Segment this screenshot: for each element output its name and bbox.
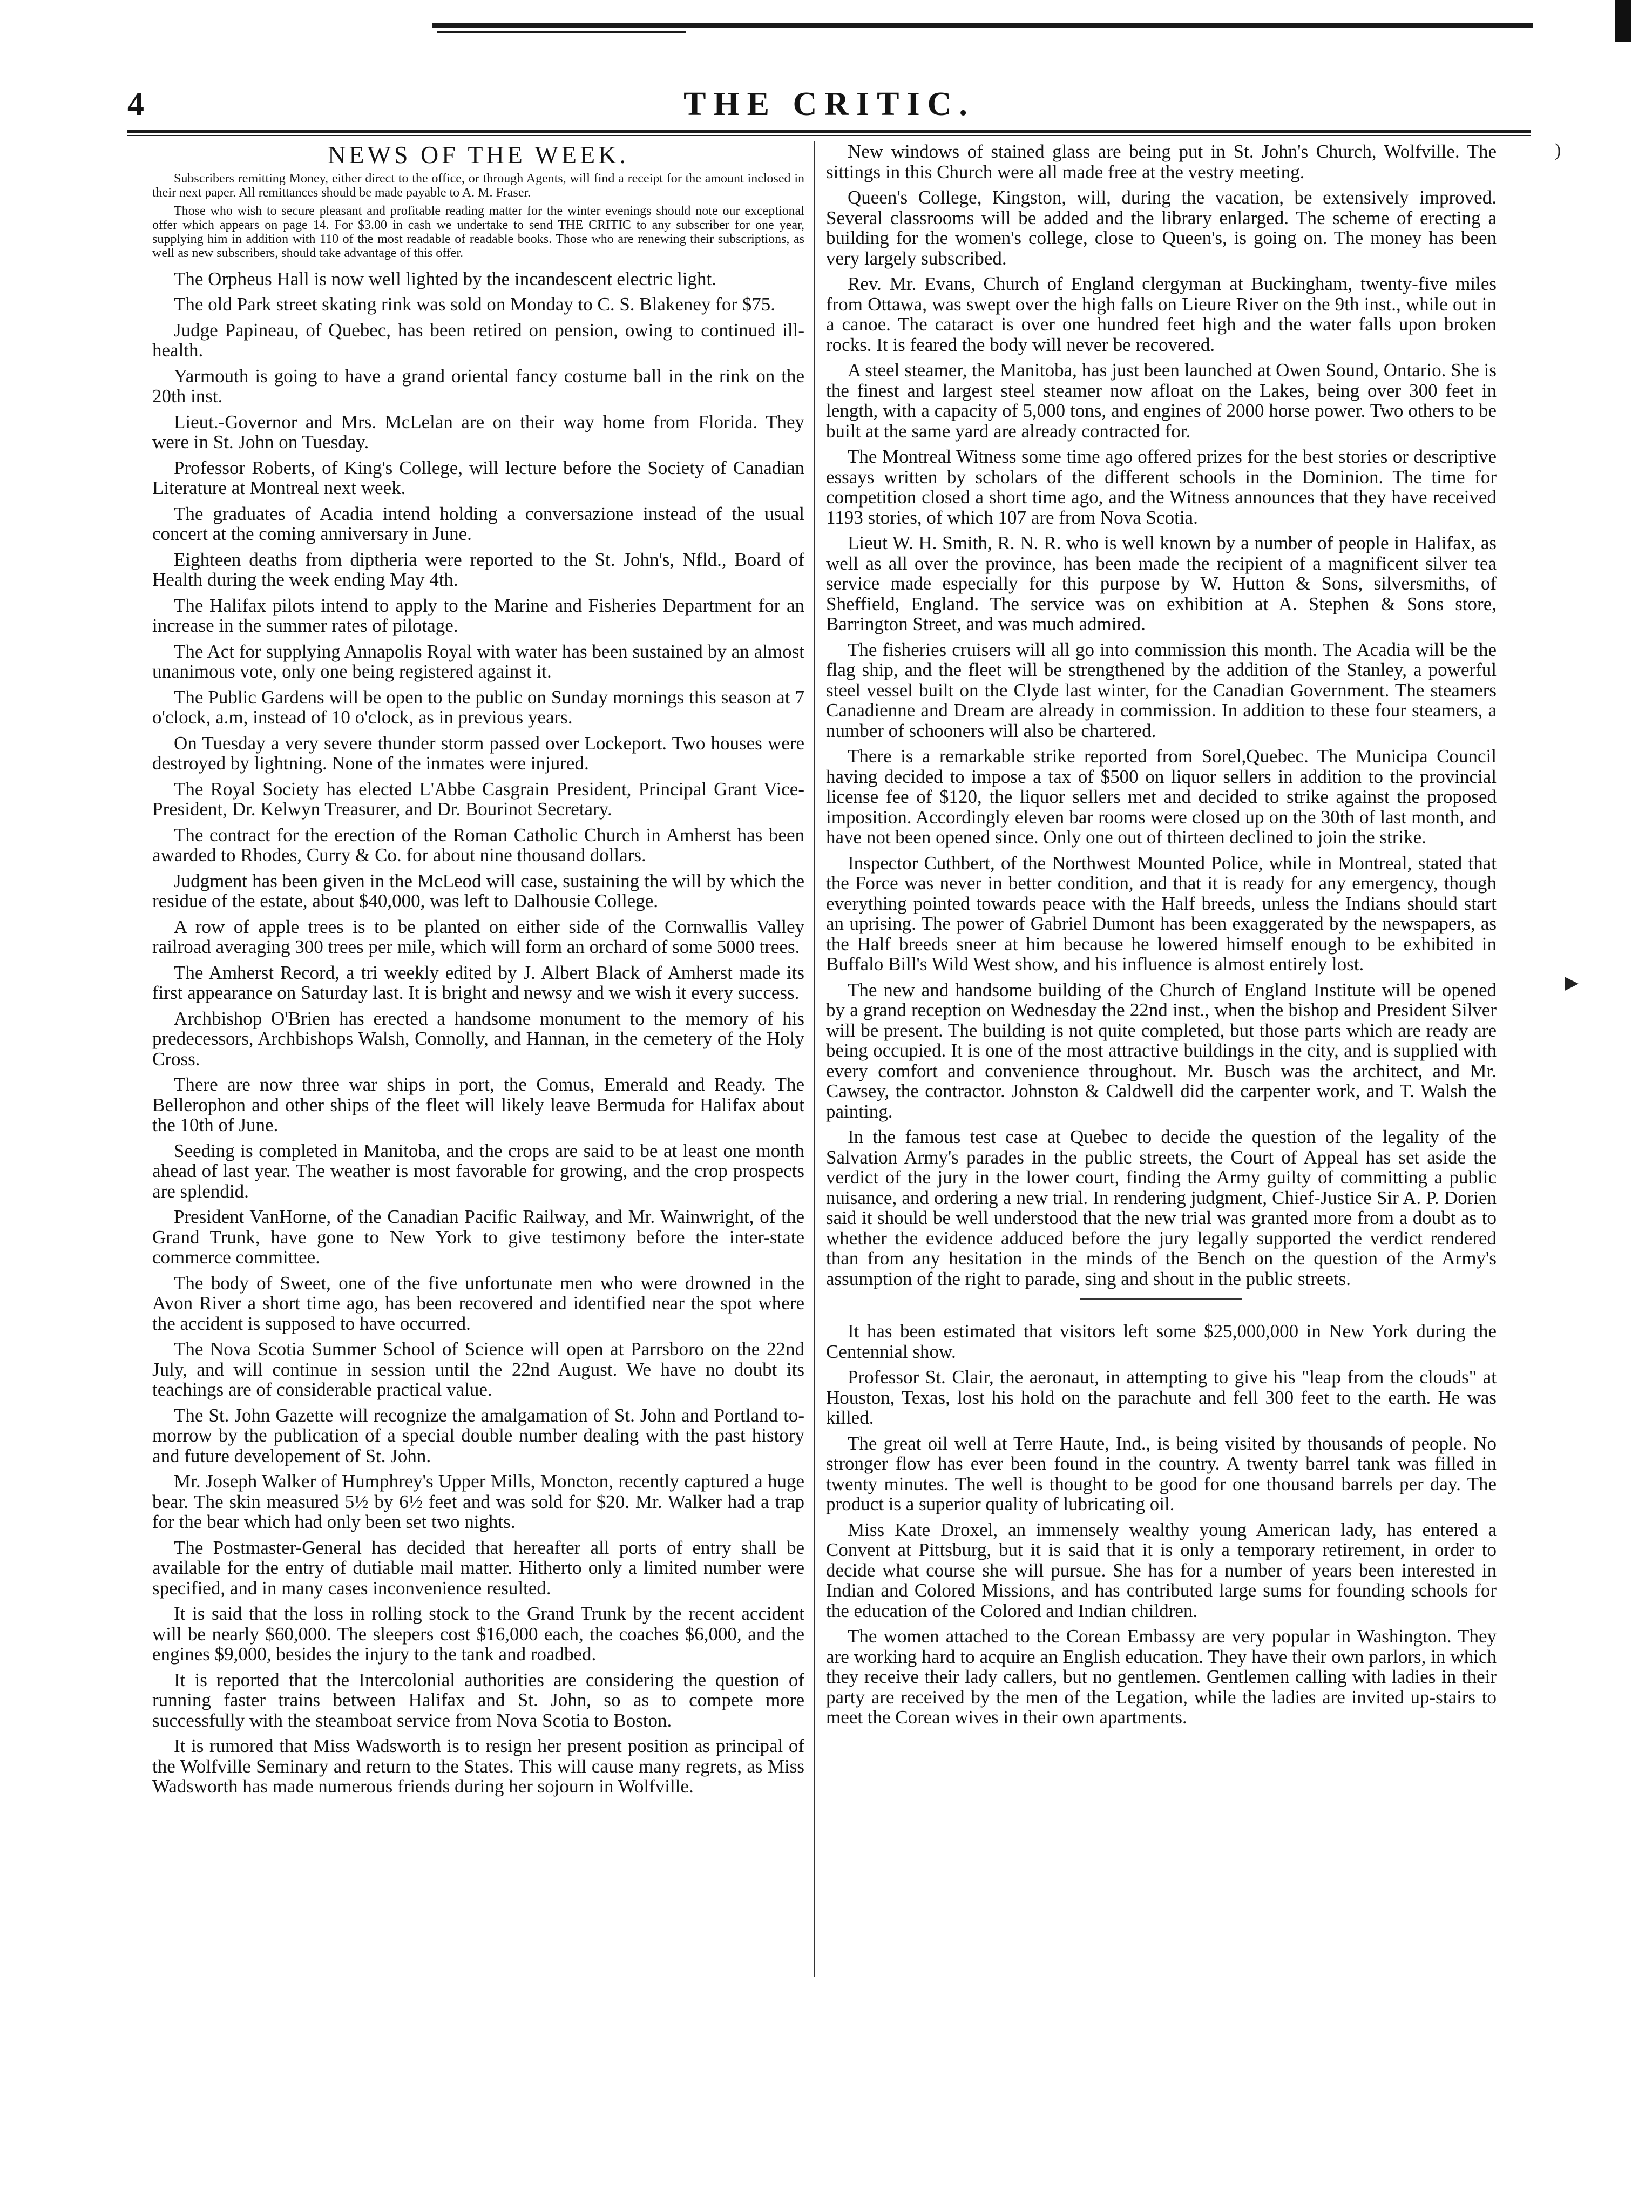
section-separator (1080, 1298, 1242, 1300)
news-items-right-bottom (826, 1321, 1497, 1728)
news-item: The new and handsome building of the Church of England Institute will be opened by a grand reception on Wednesday the 22nd inst., when the bishop and President Silver will be present. The building is not quite completed, but those parts which are ready are being occupied. It is one of the most attractive buildings in the city, and is supplied with every comfort and convenience throughout. Mr. Busch was the architect, and Mr. Cawsey, the contractor. Johnston & Caldwell did the carpenter work, and T. Walsh the painting. (826, 979, 1497, 1122)
news-item: The St. John Gazette will recognize the amalgamation of St. John and Portland to-morrow by the publication of a special double number dealing with the past history and future developement of St. John. (152, 1404, 804, 1466)
news-item: Judge Papineau, of Quebec, has been retired on pension, owing to continued ill-health. (152, 319, 804, 361)
news-item: The Montreal Witness some time ago offered prizes for the best stories or descriptive essays written by scholars of the different schools in the Dominion. The time for competition closed a short time ago, and the Witness announces that they have received 1193 stories, of which 107 are from Nova Scotia. (826, 446, 1497, 528)
page-header (127, 85, 1531, 134)
news-item: There are now three war ships in port, the Comus, Emerald and Ready. The Bellerophon and other ships of the fleet will likely leave Bermuda for Halifax about the 10th of June. (152, 1074, 804, 1135)
news-item: The old Park street skating rink was sold on Monday to C. S. Blakeney for $75. (174, 294, 776, 315)
news-item: Yarmouth is going to have a grand oriental fancy costume ball in the rink on the 20th inst. (152, 365, 804, 407)
news-item: The contract for the erection of the Roman Catholic Church in Amherst has been awarded to Rhodes, Curry & Co. for about nine thousand dollars. (152, 824, 804, 865)
news-item: Lieut W. H. Smith, R. N. R. who is well known by a number of people in Halifax, as well as all over the province, has been made the recipient of a magnificent silver tea service made especially for this purpose by W. Hutton & Sons, silversmiths, of Sheffield, England. The service was on exhibition at A. Stephen & Sons store, Barrington Street, and was much admired. (826, 532, 1497, 634)
news-item: The women attached to the Corean Embassy are very popular in Washington. They are working hard to acquire an English education. They have their own parlors, in which they receive their lady callers, but no gentlemen. Gentlemen calling with ladies in their party are received by the men of the Legation, while the ladies are invited up-stairs to meet the Corean wives in their own apartments. (826, 1626, 1497, 1728)
news-item: The Halifax pilots intend to apply to the Marine and Fisheries Department for an increase in the summer rates of pilotage. (152, 594, 804, 636)
page-number: 4 (127, 86, 144, 123)
news-item: The fisheries cruisers will all go into commission this month. The Acadia will be the flag ship, and the fleet will be strengthened by the addition of the Stanley, a powerful steel vessel built on the Clyde last winter, for the Canadian Government. The steamers Canadienne and Dream are already in commission. In addition to these four steamers, a number of schooners will also be chartered. (826, 639, 1497, 741)
news-item: Professor Roberts, of King's College, will lecture before the Society of Canadian Literature at Montreal next week. (152, 457, 804, 498)
scan-edge-bar (1615, 0, 1631, 42)
news-item: It has been estimated that visitors left some $25,000,000 in New York during the Centennial show. (826, 1321, 1497, 1362)
news-item: President VanHorne, of the Canadian Pacific Railway, and Mr. Wainwright, of the Grand Trunk, have gone to New York to give testimony before the inter-state commerce committee. (152, 1206, 804, 1268)
header-rule-thin (127, 135, 1531, 136)
margin-arrow-mark: ▶ (1565, 973, 1579, 993)
top-rule-thin (437, 31, 686, 33)
news-item: Professor St. Clair, the aeronaut, in attempting to give his "leap from the clouds" at Houston, Texas, lost his hold on the parachute and fell 300 feet to the earth. He was killed. (826, 1367, 1497, 1428)
news-item: It is rumored that Miss Wadsworth is to resign her present position as principal of the Wolfville Seminary and return to the States. This will cause many regrets, as Miss Wadsworth has made numerous friends during her sojourn in Wolfville. (152, 1735, 804, 1797)
column-divider (814, 141, 815, 1977)
news-item: The great oil well at Terre Haute, Ind., is being visited by thousands of people. No stronger flow has ever been found in the country. A twenty barrel tank was filled in twenty minutes. The well is thought to be good for one thousand barrels per day. The product is a superior quality of lubricating oil. (826, 1432, 1497, 1514)
section-title: NEWS OF THE WEEK. (328, 141, 629, 168)
news-item: A row of apple trees is to be planted on either side of the Cornwallis Valley railroad averaging 300 trees per mile, which will form an orchard of some 5000 trees. (152, 916, 804, 957)
news-item: The Amherst Record, a tri weekly edited by J. Albert Black of Amherst made its first appearance on Saturday last. It is bright and newsy and we wish it every success. (152, 962, 804, 1003)
top-rule (432, 23, 1533, 28)
news-item: It is reported that the Intercolonial authorities are considering the question of running faster trains between Halifax and St. John, so as to compete more successfully with the steamboat service from Nova Scotia to Boston. (152, 1669, 804, 1731)
news-item: The graduates of Acadia intend holding a conversazione instead of the usual concert at the coming anniversary in June. (152, 503, 804, 544)
news-items-left (152, 269, 804, 1797)
notices (152, 172, 804, 260)
margin-mark: ) (1555, 140, 1561, 160)
news-item: Inspector Cuthbert, of the Northwest Mounted Police, while in Montreal, stated that the Force was never in better condition, and that it is ready for any emergency, though everything pointed towards peace with the Half breeds, unless the Indians should start an uprising. The power of Gabriel Dumont has been exaggerated by the newspapers, as the Half breeds sneer at him because he lowered himself enough to be exhibited in Buffalo Bill's Wild West show, and his influence is almost entirely lost. (826, 852, 1497, 975)
news-item: Queen's College, Kingston, will, during the vacation, be extensively improved. Several classrooms will be added and the library enlarged. The scheme of erecting a building for the women's college, close to Queen's, is going on. The money has been very largely subscribed. (826, 187, 1497, 269)
news-item: Rev. Mr. Evans, Church of England clergyman at Buckingham, twenty-five miles from Ottawa, was swept over the high falls on Lieure River on the 9th inst., while out in a canoe. The cataract is over one hundred feet high and the water falls upon broken rocks. It is feared the body will never be recovered. (826, 273, 1497, 355)
news-item: The Nova Scotia Summer School of Science will open at Parrsboro on the 22nd July, and will continue in session until the 22nd August. We have no doubt its teachings are of considerable practical value. (152, 1338, 804, 1400)
news-item: On Tuesday a very severe thunder storm passed over Lockeport. Two houses were destroyed by lightning. None of the inmates were injured. (152, 732, 804, 774)
news-item: Miss Kate Droxel, an immensely wealthy young American lady, has entered a Convent at Pittsburg, but it is said that it is only a temporary retirement, in order to decide what course she will pursue. She has for a number of years been interested in Indian and Colored Missions, and has contributed large sums for founding schools for the education of the Colored and Indian children. (826, 1519, 1497, 1621)
news-item: The Royal Society has elected L'Abbe Casgrain President, Principal Grant Vice-President, Dr. Kelwyn Treasurer, and Dr. Bourinot Secretary. (152, 778, 804, 820)
news-item: The body of Sweet, one of the five unfortunate men who were drowned in the Avon River a short time ago, has been recovered and identified near the spot where the accident is supposed to have occurred. (152, 1272, 804, 1334)
news-item: Lieut.-Governor and Mrs. McLelan are on their way home from Florida. They were in St. John on Tuesday. (152, 411, 804, 452)
news-item: The Public Gardens will be open to the public on Sunday mornings this season at 7 o'clock, a.m, instead of 10 o'clock, as in previous years. (152, 686, 804, 728)
news-item: The Postmaster-General has decided that hereafter all ports of entry shall be available for the entry of dutiable mail matter. Hitherto only a limited number were specified, and in many cases inconvenience resulted. (152, 1537, 804, 1599)
news-item: The Act for supplying Annapolis Royal with water has been sustained by an almost unanimous vote, only one being registered against it. (152, 640, 804, 682)
news-item: The Orpheus Hall is now well lighted by the incandescent electric light. (174, 268, 716, 289)
subscriber-notice: Subscribers remitting Money, either direct to the office, or through Agents, will find a receipt for the amount inclosed in their next paper. All remittances should be made payable to A. M. Fraser. (152, 171, 804, 200)
news-item: Eighteen deaths from diptheria were reported to the St. John's, Nfld., Board of Health during the week ending May 4th. (152, 549, 804, 590)
news-item: Archbishop O'Brien has erected a handsome monument to the memory of his predecessors, Archbishops Walsh, Connolly, and Hannan, in the cemetery of the Holy Cross. (152, 1007, 804, 1070)
news-item: It is said that the loss in rolling stock to the Grand Trunk by the recent accident will be nearly $60,000. The sleepers cost $16,000 each, the coaches $6,000, and the engines $9,000, besides the injury to the tank and roadbed. (152, 1603, 804, 1665)
news-item: In the famous test case at Quebec to decide the question of the legality of the Salvation Army's parades in the public streets, the Court of Appeal has set aside the verdict of the jury in the lower court, finding the Army guilty of committing a public nuisance, and ordering a new trial. In rendering judgment, Chief-Justice Sir A. P. Dorien said it should be well understood that the new trial was granted more from a doubt as to whether the evidence adduced before the jury legally supported the verdict rendered than from any hesitation in the minds of the Bench on the question of the Army's assumption of the right to parade, sing and shout in the public streets. (826, 1126, 1497, 1289)
right-column (826, 141, 1497, 1733)
masthead: THE CRITIC. (683, 86, 975, 123)
news-item: New windows of stained glass are being put in St. John's Church, Wolfville. The sittings in this Church were all made free at the vestry meeting. (826, 141, 1497, 182)
news-item: Mr. Joseph Walker of Humphrey's Upper Mills, Moncton, recently captured a huge bear. The skin measured 5½ by 6½ feet and was sold for $20. Mr. Walker had a trap for the bear which had only been set two nights. (152, 1471, 804, 1532)
subscriber-notice: Those who wish to secure pleasant and profitable reading matter for the winter evenings should note our exceptional offer which appears on page 14. For $3.00 in cash we undertake to send THE CRITIC to any subscriber for one year, supplying him in addition with 110 of the most readable of readable books. Those who are renewing their subscriptions, as well as new subscribers, should take advantage of this offer. (152, 204, 804, 260)
news-item: A steel steamer, the Manitoba, has just been launched at Owen Sound, Ontario. She is the finest and largest steel steamer now afloat on the Lakes, being over 300 feet in length, with a capacity of 5,000 tons, and engines of 2000 horse power. Two others to be built at the same yard are already contracted for. (826, 360, 1497, 442)
news-item: Judgment has been given in the McLeod will case, sustaining the will by which the residue of the estate, about $40,000, was left to Dalhousie College. (152, 870, 804, 911)
news-item: There is a remarkable strike reported from Sorel,Quebec. The Municipa Council having decided to impose a tax of $500 on liquor sellers in addition to the provincial license fee of $120, the liquor sellers met and decided to strike against the proposed imposition. Accordingly eleven bar rooms were closed up on the 30th of last month, and have not been opened since. Only one out of thirteen declined to join the strike. (826, 746, 1497, 848)
left-column (152, 141, 804, 1802)
header-rule (127, 130, 1531, 133)
news-item: Seeding is completed in Manitoba, and the crops are said to be at least one month ahead of last year. The weather is most favorable for growing, and the crop prospects are splendid. (152, 1140, 804, 1202)
news-items-right-top (826, 141, 1497, 1289)
